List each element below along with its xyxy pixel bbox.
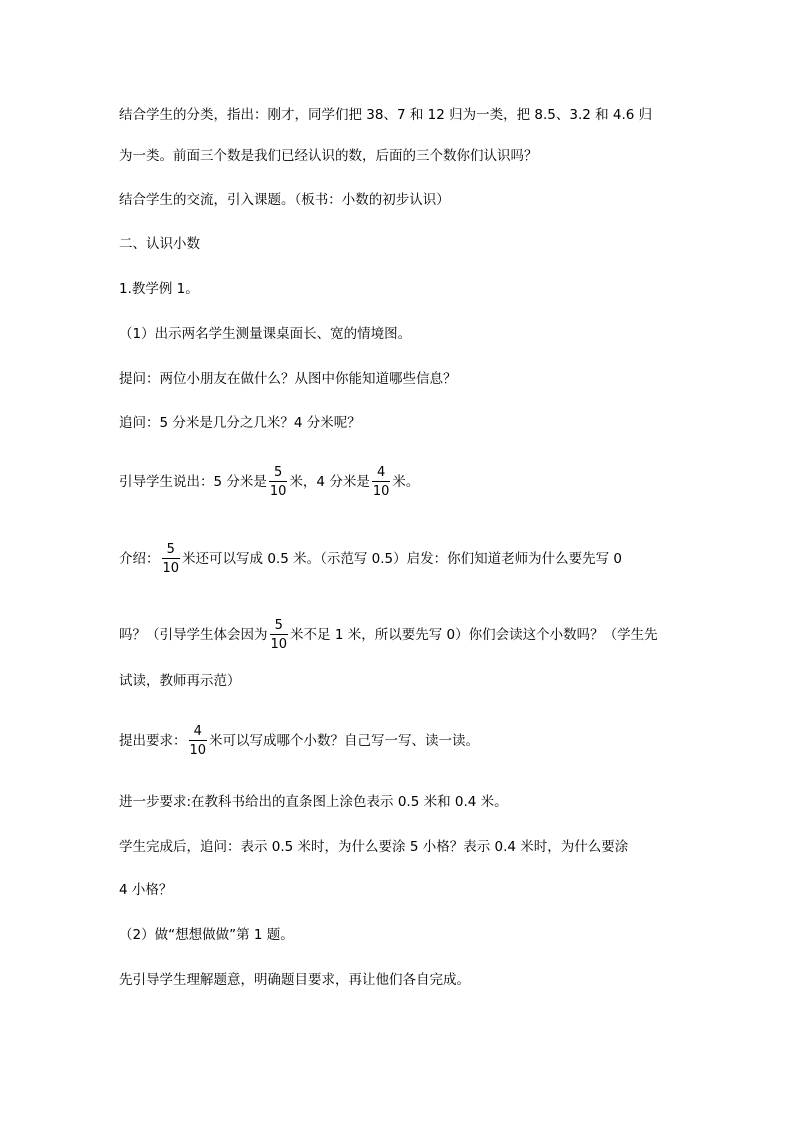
fraction-numerator: 4 (193, 724, 202, 739)
fraction-denominator: 10 (269, 484, 287, 499)
paragraph-further-requirement (119, 793, 508, 811)
text-run: 学生完成后，追问：表示 0.5 米时，为什么要涂 5 小格？表示 0.4 米时，为什么要涂 (119, 839, 629, 855)
text-run: （1）出示两名学生测量课桌面长、宽的情境图。 (119, 326, 412, 342)
text-run: 米不足 1 米，所以要先写 0）你们会读这个小数吗？（学生先 (290, 627, 658, 643)
section-heading (119, 235, 200, 253)
text-run: 吗？（引导学生体会因为 (119, 627, 268, 643)
text-run: 提出要求： (119, 733, 187, 749)
fraction (162, 542, 181, 576)
fraction-denominator: 10 (270, 637, 288, 652)
fraction (189, 724, 208, 758)
fraction-numerator: 5 (274, 618, 283, 633)
text-run: 试读，教师再示范） (119, 673, 241, 689)
paragraph-guide-fractions (119, 460, 419, 504)
paragraph-continuation (119, 881, 172, 899)
paragraph-classification-question (119, 147, 538, 165)
fraction (372, 465, 391, 499)
text-run: 1.教学例 1。 (119, 281, 199, 297)
text-run: 提问：两位小朋友在做什么？从图中你能知道哪些信息？ (119, 371, 457, 387)
fraction-numerator: 4 (376, 465, 386, 480)
text-run: 介绍： (119, 551, 160, 567)
fraction-denominator: 10 (189, 743, 207, 758)
paragraph-try-reading (119, 672, 241, 690)
fraction-bar (372, 481, 391, 482)
text-run: 追问：5 分米是几分之几米？4 分米呢？ (119, 415, 361, 431)
fraction-denominator: 10 (372, 484, 390, 499)
text-run: 引导学生说出：5 分米是 (119, 474, 267, 490)
text-run: 结合学生的分类，指出：刚才，同学们把 38、7 和 12 归为一类，把 8.5、3.2 和 4.6 归 (119, 107, 653, 123)
text-run: 为一类。前面三个数是我们已经认识的数，后面的三个数你们认识吗？ (119, 148, 538, 164)
text-run: 进一步要求:在教科书给出的直条图上涂色表示 0.5 米和 0.4 米。 (119, 794, 508, 810)
fraction-bar (270, 634, 289, 635)
text-run: 米可以写成哪个小数？自己写一写、读一读。 (209, 733, 480, 749)
fraction (269, 465, 288, 499)
fraction-numerator: 5 (166, 542, 175, 557)
text-run: （2）做“想想做做”第 1 题。 (119, 927, 294, 943)
text-run: 米，4 分米是 (289, 474, 370, 490)
paragraph-guidance (119, 971, 470, 989)
subsection-heading (119, 280, 199, 298)
text-run: 米。 (392, 474, 420, 490)
fraction-numerator: 5 (274, 465, 283, 480)
fraction-bar (162, 558, 181, 559)
paragraph-introduce-topic (119, 191, 450, 209)
text-run: 二、认识小数 (119, 236, 200, 252)
fraction (270, 618, 289, 652)
text-run: 米还可以写成 0.5 米。（示范写 0.5）启发：你们知道老师为什么要先写 0 (182, 551, 622, 567)
paragraph-explain-zero (119, 613, 658, 657)
paragraph-student-complete (119, 838, 628, 856)
text-run: 4 小格？ (119, 882, 173, 898)
paragraph-question (119, 370, 457, 388)
fraction-bar (269, 481, 288, 482)
paragraph-step-1 (119, 325, 411, 343)
paragraph-requirement (119, 719, 479, 763)
text-run: 结合学生的交流，引入课题。（板书：小数的初步认识） (119, 192, 450, 208)
fraction-denominator: 10 (162, 561, 180, 576)
paragraph-classification-summary (119, 106, 652, 124)
fraction-bar (189, 740, 208, 741)
text-run: 先引导学生理解题意，明确题目要求，再让他们各自完成。 (119, 972, 470, 988)
paragraph-introduce-decimal (119, 537, 622, 581)
paragraph-follow-up (119, 414, 361, 432)
paragraph-step-2 (119, 926, 294, 944)
